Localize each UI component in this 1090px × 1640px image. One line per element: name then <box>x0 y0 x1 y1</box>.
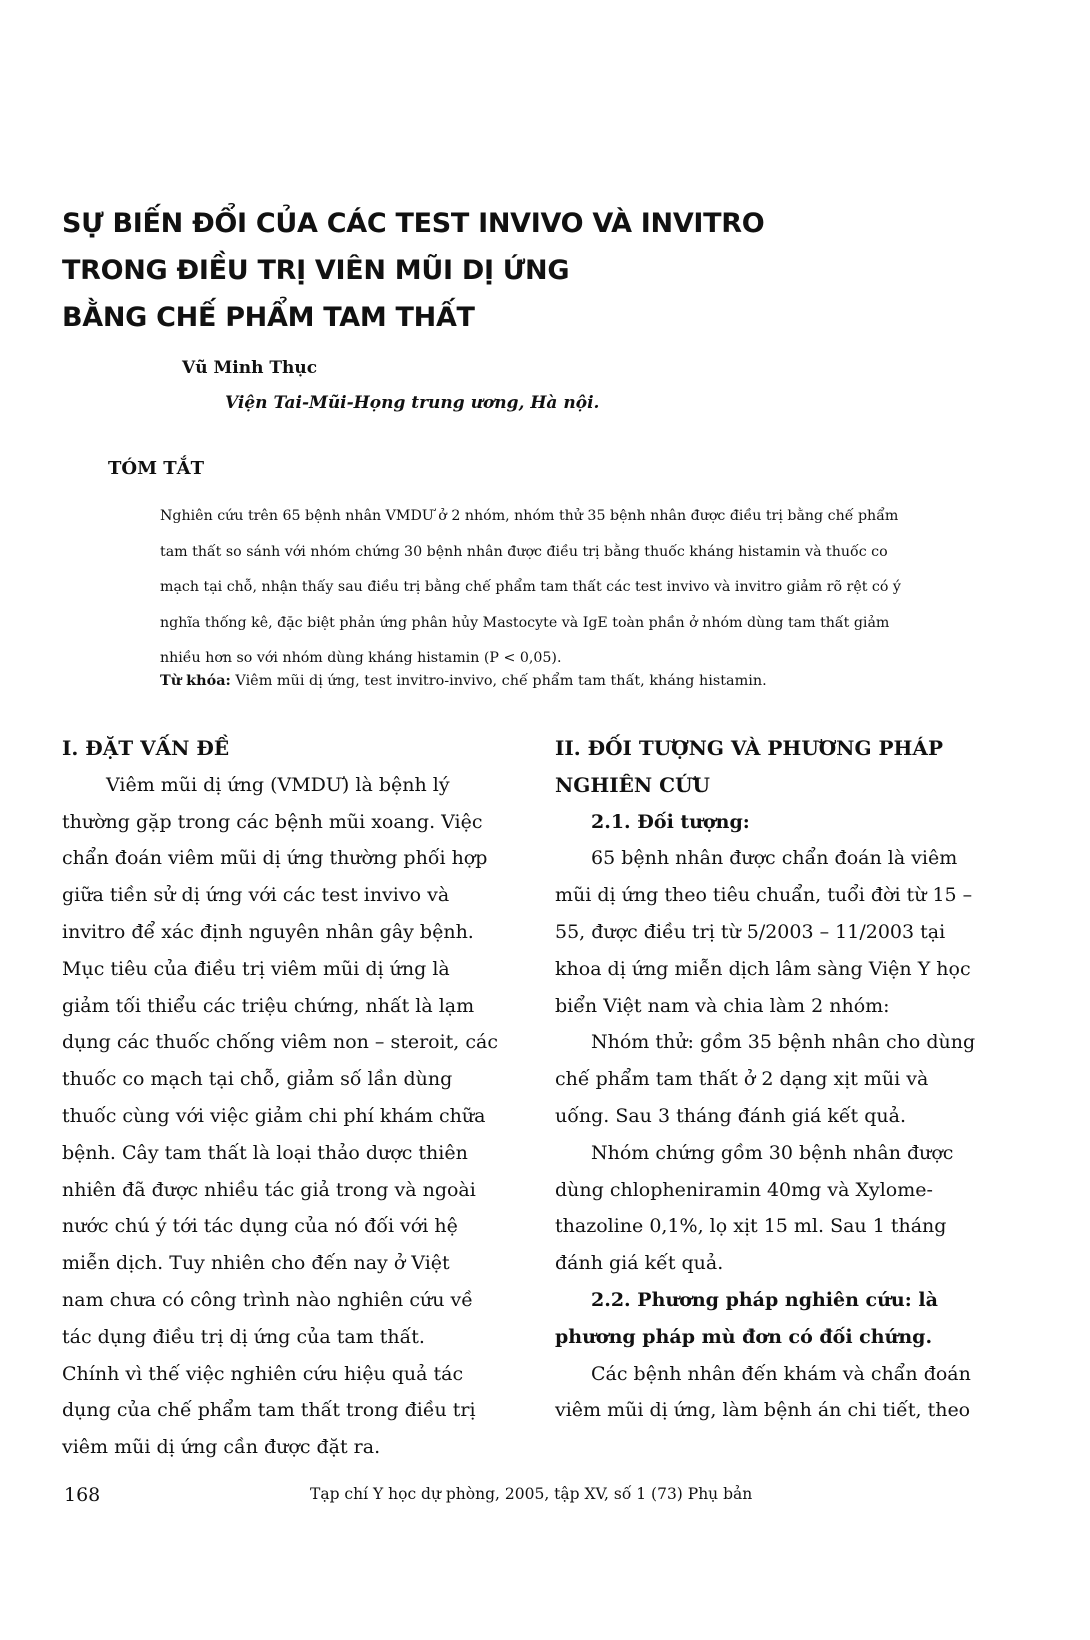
body-line: khoa dị ứng miễn dịch lâm sàng Viện Y học <box>555 957 971 980</box>
abstract-line: Nghiên cứu trên 65 bệnh nhân VMDƯ ở 2 nhóm, nhóm thử 35 bệnh nhân được điều trị bằng chế phẩm <box>160 508 899 524</box>
body-line: mũi dị ứng theo tiêu chuẩn, tuổi đời từ 15 – <box>555 884 973 907</box>
body-line: invitro để xác định nguyên nhân gây bệnh. <box>62 920 474 943</box>
abstract-line: nghĩa thống kê, đặc biệt phản ứng phân hủy Mastocyte và IgE toàn phần ở nhóm dùng tam thất giảm <box>160 614 890 631</box>
body-line: miễn dịch. Tuy nhiên cho đến nay ở Việt <box>62 1252 450 1275</box>
right-column <box>555 730 1025 1429</box>
keywords-label: Từ khóa: <box>160 672 231 689</box>
abstract-line: tam thất so sánh với nhóm chứng 30 bệnh nhân được điều trị bằng thuốc kháng histamin và thuốc co <box>160 543 888 560</box>
section-heading-methods-cont: NGHIÊN CỨU <box>555 772 710 797</box>
body-line: Các bệnh nhân đến khám và chẩn đoán <box>591 1362 971 1385</box>
section-heading-introduction: I. ĐẶT VẤN ĐỀ <box>62 736 230 760</box>
abstract-line: mạch tại chỗ, nhận thấy sau điều trị bằng chế phẩm tam thất các test invivo và invitro giảm rõ rệt có ý <box>160 579 901 595</box>
body-line: uống. Sau 3 tháng đánh giá kết quả. <box>555 1104 906 1127</box>
left-column <box>62 730 532 1466</box>
body-line: Nhóm thử: gồm 35 bệnh nhân cho dùng <box>591 1031 976 1054</box>
author-affiliation: Viện Tai-Mũi-Họng trung ương, Hà nội. <box>225 393 600 413</box>
body-line: chế phẩm tam thất ở 2 dạng xịt mũi và <box>555 1068 929 1091</box>
body-line: thường gặp trong các bệnh mũi xoang. Việc <box>62 810 483 833</box>
body-line: giữa tiền sử dị ứng với các test invivo và <box>62 884 450 907</box>
body-line: thuốc cùng với việc giảm chi phí khám chữa <box>62 1104 486 1127</box>
author-name: Vũ Minh Thục <box>182 358 318 378</box>
abstract-heading: TÓM TẮT <box>108 458 205 479</box>
body-line: viêm mũi dị ứng cần được đặt ra. <box>62 1436 381 1459</box>
body-line: Chính vì thế việc nghiên cứu hiệu quả tác <box>62 1362 464 1385</box>
body-line: thuốc co mạch tại chỗ, giảm số lần dùng <box>62 1068 453 1091</box>
body-line: dụng các thuốc chống viêm non – steroit, các <box>62 1031 498 1054</box>
body-line: tác dụng điều trị dị ứng của tam thất. <box>62 1325 425 1348</box>
body-line: nhiên đã được nhiều tác giả trong và ngoài <box>62 1178 476 1201</box>
subsection-heading-method-cont: phương pháp mù đơn có đối chứng. <box>555 1325 933 1348</box>
body-line: thazoline 0,1%, lọ xịt 15 ml. Sau 1 tháng <box>555 1215 947 1238</box>
body-line: viêm mũi dị ứng, làm bệnh án chi tiết, theo <box>555 1399 971 1422</box>
body-line: chẩn đoán viêm mũi dị ứng thường phối hợp <box>62 847 488 870</box>
subsection-heading-subjects: 2.1. Đối tượng: <box>591 810 750 833</box>
body-line: 65 bệnh nhân được chẩn đoán là viêm <box>591 847 958 870</box>
body-line: đánh giá kết quả. <box>555 1252 724 1275</box>
title-line-3: BẰNG CHẾ PHẨM TAM THẤT <box>62 302 475 333</box>
body-line: nam chưa có công trình nào nghiên cứu về <box>62 1288 473 1311</box>
body-line: nước chú ý tới tác dụng của nó đối với hệ <box>62 1215 458 1238</box>
article-title <box>62 200 962 341</box>
body-line: dụng của chế phẩm tam thất trong điều trị <box>62 1399 476 1422</box>
body-line: bệnh. Cây tam thất là loại thảo dược thiên <box>62 1141 468 1164</box>
journal-citation: Tạp chí Y học dự phòng, 2005, tập XV, số 1 (73) Phụ bản <box>310 1485 753 1503</box>
subsection-heading-method: 2.2. Phương pháp nghiên cứu: là <box>591 1288 938 1311</box>
title-line-2: TRONG ĐIỀU TRỊ VIÊN MŨI DỊ ỨNG <box>62 255 570 286</box>
body-line: Mục tiêu của điều trị viêm mũi dị ứng là <box>62 957 450 980</box>
title-line-1: SỰ BIẾN ĐỔI CỦA CÁC TEST INVIVO VÀ INVITRO <box>62 208 765 239</box>
body-line: giảm tối thiểu các triệu chứng, nhất là lạm <box>62 994 475 1017</box>
page-number: 168 <box>64 1484 101 1506</box>
keywords <box>160 672 767 689</box>
body-line: 55, được điều trị từ 5/2003 – 11/2003 tại <box>555 920 946 943</box>
body-line: dùng chlopheniramin 40mg và Xylome- <box>555 1178 933 1201</box>
body-line: biển Việt nam và chia làm 2 nhóm: <box>555 994 890 1017</box>
section-heading-methods: II. ĐỐI TƯỢNG VÀ PHƯƠNG PHÁP <box>555 736 943 760</box>
abstract-body <box>160 499 1025 677</box>
abstract-line: nhiều hơn so với nhóm dùng kháng histamin (P < 0,05). <box>160 650 562 666</box>
body-line: Viêm mũi dị ứng (VMDƯ) là bệnh lý <box>106 773 450 796</box>
keywords-text: Viêm mũi dị ứng, test invitro-invivo, chế phẩm tam thất, kháng histamin. <box>230 673 767 689</box>
body-line: Nhóm chứng gồm 30 bệnh nhân được <box>591 1141 954 1164</box>
